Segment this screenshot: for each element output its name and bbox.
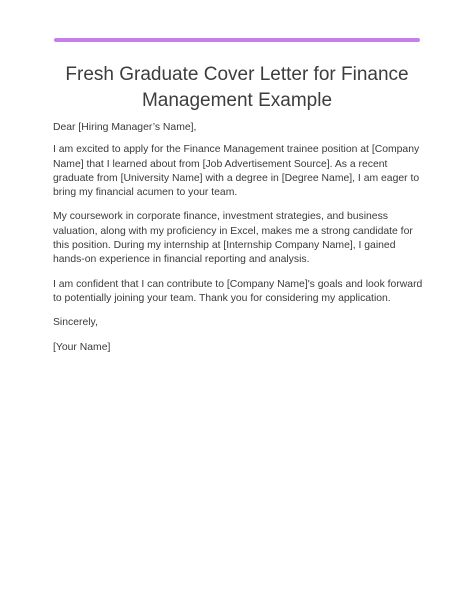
letter-paragraph-3: I am confident that I can contribute to [Company Name]'s goals and look forward to potentially joining your team. Thank you for considering my application.: [53, 278, 423, 304]
letter-paragraph-1: I am excited to apply for the Finance Management trainee position at [Company Name] that I learned about from [Job Advertisement Source]. As a recent graduate from [University Name] with a degree in [Degree Name], I am eager to bring my financial acumen to your team.: [53, 144, 420, 199]
document-title: Fresh Graduate Cover Letter for Finance Management Example: [65, 64, 409, 111]
accent-bar: [54, 38, 420, 42]
letter-signature: [Your Name]: [53, 341, 111, 353]
letter-body: [53, 121, 425, 365]
letter-paragraph-2: My coursework in corporate finance, investment strategies, and business valuation, along with my proficiency in Excel, makes me a strong candidate for this position. During my internship at [Internship Company Name], I gained hands-on experience in financial reporting and analysis.: [53, 211, 413, 266]
letter-sign-off: Sincerely,: [53, 317, 98, 329]
letter-greeting: Dear [Hiring Manager’s Name],: [53, 122, 197, 133]
